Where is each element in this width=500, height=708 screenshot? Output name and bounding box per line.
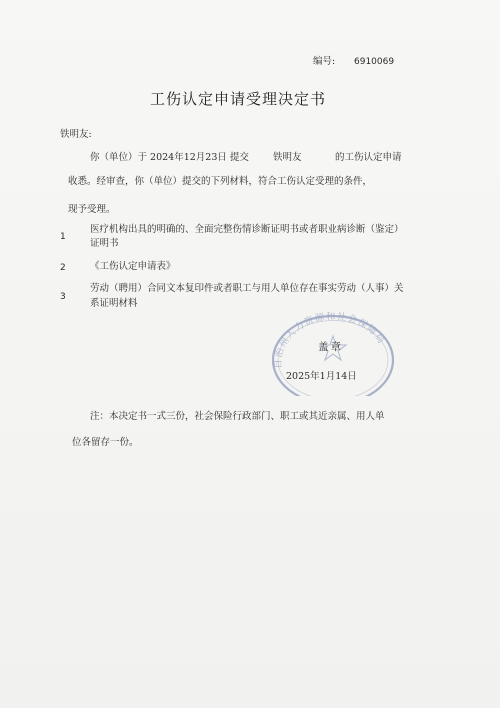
- material-1-line-2: 证明书: [90, 238, 119, 249]
- body-line-1-suffix: 的工伤认定申请: [335, 152, 402, 163]
- note-line-1: 注：本决定书一式三份，社会保险行政部门、职工或其近亲属、用人单: [90, 411, 385, 422]
- material-3-line-2: 系证明材料: [90, 298, 138, 309]
- material-1-line-1: 医疗机构出具的明确的、全面完整伤情诊断证明书或者职业病诊断（鉴定）: [90, 224, 404, 235]
- material-2-number: 2: [60, 263, 66, 273]
- document-number-label: 编号:: [313, 56, 336, 67]
- official-seal: [264, 312, 402, 396]
- material-2-line-1: 《工伤认定申请表》: [90, 261, 176, 272]
- material-3-number: 3: [60, 292, 66, 302]
- seal-label: 盖章: [318, 341, 343, 353]
- note-line-2: 位各留存一份。: [72, 437, 139, 448]
- seal-ring-text: 自治州人力资源和社会保障局: [272, 312, 387, 369]
- material-1-number: 1: [60, 232, 66, 242]
- body-line-2: 收悉。经审查，你（单位）提交的下列材料，符合工伤认定受理的条件，: [68, 176, 373, 187]
- body-line-1-prefix: 你（单位）于 2024年12月23日 提交: [90, 152, 249, 163]
- body-line-3: 现予受理。: [68, 204, 116, 215]
- salutation: 铁明友:: [60, 129, 92, 140]
- material-3-line-1: 劳动（聘用）合同文本复印件或者职工与用人单位存在事实劳动（人事）关: [90, 283, 404, 294]
- seal-graphic: [264, 312, 402, 396]
- decision-date: 2025年1月14日: [286, 371, 357, 382]
- applicant-name: 铁明友: [273, 152, 302, 163]
- document-number-value: 6910069: [354, 57, 395, 67]
- document-title: 工伤认定申请受理决定书: [150, 90, 327, 108]
